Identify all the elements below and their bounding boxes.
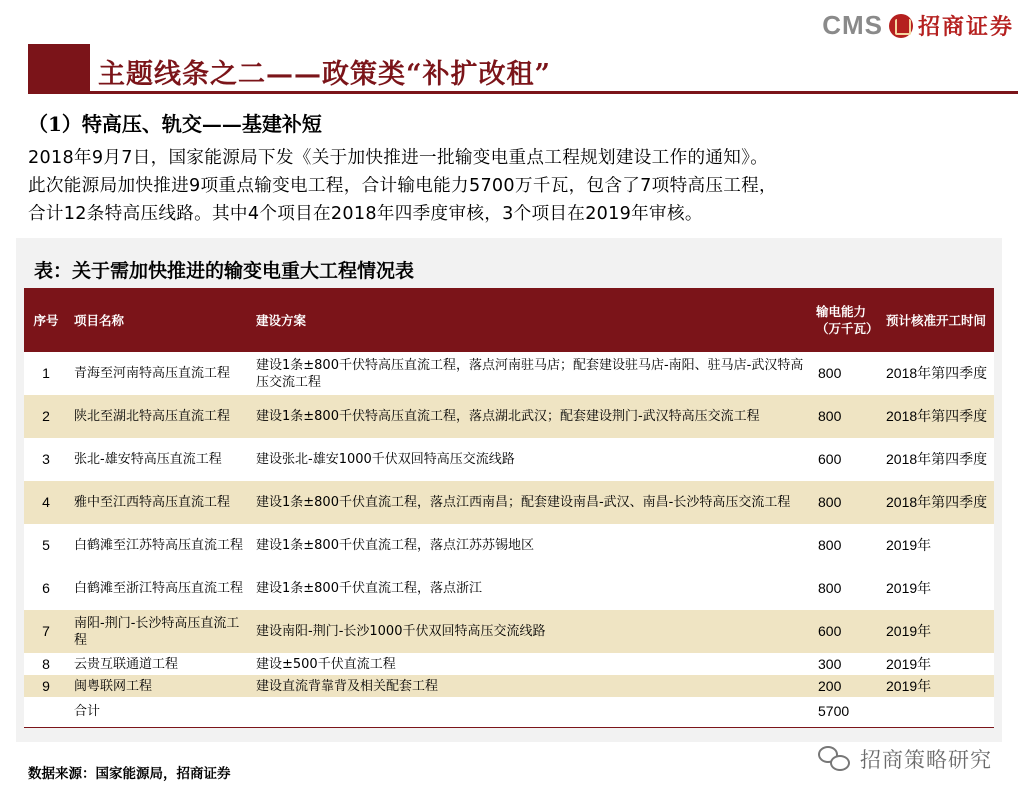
total-capacity: 5700 xyxy=(810,697,880,727)
cell-name: 陕北至湖北特高压直流工程 xyxy=(68,395,250,438)
cell-index: 8 xyxy=(24,653,68,675)
company-logo xyxy=(822,10,1014,41)
data-source: 数据来源：国家能源局，招商证券 xyxy=(28,766,231,782)
intro-paragraph xyxy=(28,144,1008,228)
paragraph-line: 此次能源局加快推进9项重点输变电工程，合计输电能力5700万千瓦，包含了7项特高压工程， xyxy=(28,176,777,196)
header-name: 项目名称 xyxy=(68,288,250,352)
title-accent-block xyxy=(28,44,90,91)
cell-capacity: 300 xyxy=(810,653,880,675)
title-bar xyxy=(28,44,1018,94)
wechat-icon xyxy=(818,744,852,774)
cell-plan-empty xyxy=(250,697,810,727)
total-label: 合计 xyxy=(68,697,250,727)
table-header-row xyxy=(24,288,994,352)
cell-timing: 2019年 xyxy=(880,675,994,697)
cell-index: 9 xyxy=(24,675,68,697)
cell-capacity: 200 xyxy=(810,675,880,697)
table-row xyxy=(24,481,994,524)
cell-plan: 建设张北-雄安1000千伏双回特高压交流线路 xyxy=(250,438,810,481)
table-row xyxy=(24,438,994,481)
table-row xyxy=(24,610,994,653)
watermark-text: 招商策略研究 xyxy=(860,748,992,772)
table-row xyxy=(24,395,994,438)
cell-name: 白鹤滩至浙江特高压直流工程 xyxy=(68,567,250,610)
table-row xyxy=(24,653,994,675)
cell-index: 6 xyxy=(24,567,68,610)
table-row xyxy=(24,524,994,567)
cell-timing: 2018年第四季度 xyxy=(880,352,994,395)
cell-name: 雅中至江西特高压直流工程 xyxy=(68,481,250,524)
cell-plan: 建设1条±800千伏直流工程，落点江西南昌；配套建设南昌-武汉、南昌-长沙特高压交流工程 xyxy=(250,481,810,524)
cell-timing: 2019年 xyxy=(880,524,994,567)
cell-timing: 2018年第四季度 xyxy=(880,481,994,524)
logo-chinese: 招商证券 xyxy=(917,14,1014,40)
cell-index: 5 xyxy=(24,524,68,567)
cell-index: 2 xyxy=(24,395,68,438)
header-timing: 预计核准开工时间 xyxy=(880,288,994,352)
cell-capacity: 800 xyxy=(810,395,880,438)
cell-name: 白鹤滩至江苏特高压直流工程 xyxy=(68,524,250,567)
cell-timing: 2019年 xyxy=(880,653,994,675)
cell-index: 1 xyxy=(24,352,68,395)
table-row xyxy=(24,567,994,610)
logo-mark-icon xyxy=(889,14,913,38)
table-caption: 表：关于需加快推进的输变电重大工程情况表 xyxy=(34,260,415,282)
cell-name: 云贵互联通道工程 xyxy=(68,653,250,675)
cell-index-empty xyxy=(24,697,68,727)
wechat-watermark xyxy=(818,744,992,774)
logo-latin: CMS xyxy=(822,10,883,40)
cell-index: 7 xyxy=(24,610,68,653)
page-title: 主题线条之二——政策类“补扩改租” xyxy=(98,59,552,90)
cell-plan: 建设1条±800千伏特高压直流工程，落点湖北武汉；配套建设荆门-武汉特高压交流工程 xyxy=(250,395,810,438)
header-plan: 建设方案 xyxy=(250,288,810,352)
section-subtitle: （1）特高压、轨交——基建补短 xyxy=(28,112,322,136)
cell-index: 4 xyxy=(24,481,68,524)
cell-plan: 建设1条±800千伏直流工程，落点江苏苏锡地区 xyxy=(250,524,810,567)
cell-plan: 建设直流背靠背及相关配套工程 xyxy=(250,675,810,697)
cell-capacity: 800 xyxy=(810,481,880,524)
cell-name: 南阳-荆门-长沙特高压直流工程 xyxy=(68,610,250,653)
cell-name: 青海至河南特高压直流工程 xyxy=(68,352,250,395)
cell-name: 张北-雄安特高压直流工程 xyxy=(68,438,250,481)
cell-plan: 建设南阳-荆门-长沙1000千伏双回特高压交流线路 xyxy=(250,610,810,653)
paragraph-line: 合计12条特高压线路。其中4个项目在2018年四季度审核，3个项目在2019年审核。 xyxy=(28,204,703,224)
cell-capacity: 600 xyxy=(810,438,880,481)
header-index: 序号 xyxy=(24,288,68,352)
table-row xyxy=(24,352,994,395)
table-total-row xyxy=(24,697,994,727)
cell-plan: 建设±500千伏直流工程 xyxy=(250,653,810,675)
cell-plan: 建设1条±800千伏特高压直流工程，落点河南驻马店；配套建设驻马店-南阳、驻马店-武汉特高压交流工程 xyxy=(250,352,810,395)
cell-timing: 2019年 xyxy=(880,610,994,653)
cell-timing: 2018年第四季度 xyxy=(880,395,994,438)
cell-timing-empty xyxy=(880,697,994,727)
cell-index: 3 xyxy=(24,438,68,481)
cell-timing: 2019年 xyxy=(880,567,994,610)
cell-capacity: 600 xyxy=(810,610,880,653)
cell-capacity: 800 xyxy=(810,524,880,567)
paragraph-line: 2018年9月7日，国家能源局下发《关于加快推进一批输变电重点工程规划建设工作的通知》。 xyxy=(28,148,769,168)
cell-plan: 建设1条±800千伏直流工程，落点浙江 xyxy=(250,567,810,610)
table-row xyxy=(24,675,994,697)
cell-name: 闽粤联网工程 xyxy=(68,675,250,697)
cell-timing: 2018年第四季度 xyxy=(880,438,994,481)
header-capacity: 输电能力（万千瓦） xyxy=(810,288,880,352)
projects-table xyxy=(24,288,994,728)
cell-capacity: 800 xyxy=(810,567,880,610)
cell-capacity: 800 xyxy=(810,352,880,395)
